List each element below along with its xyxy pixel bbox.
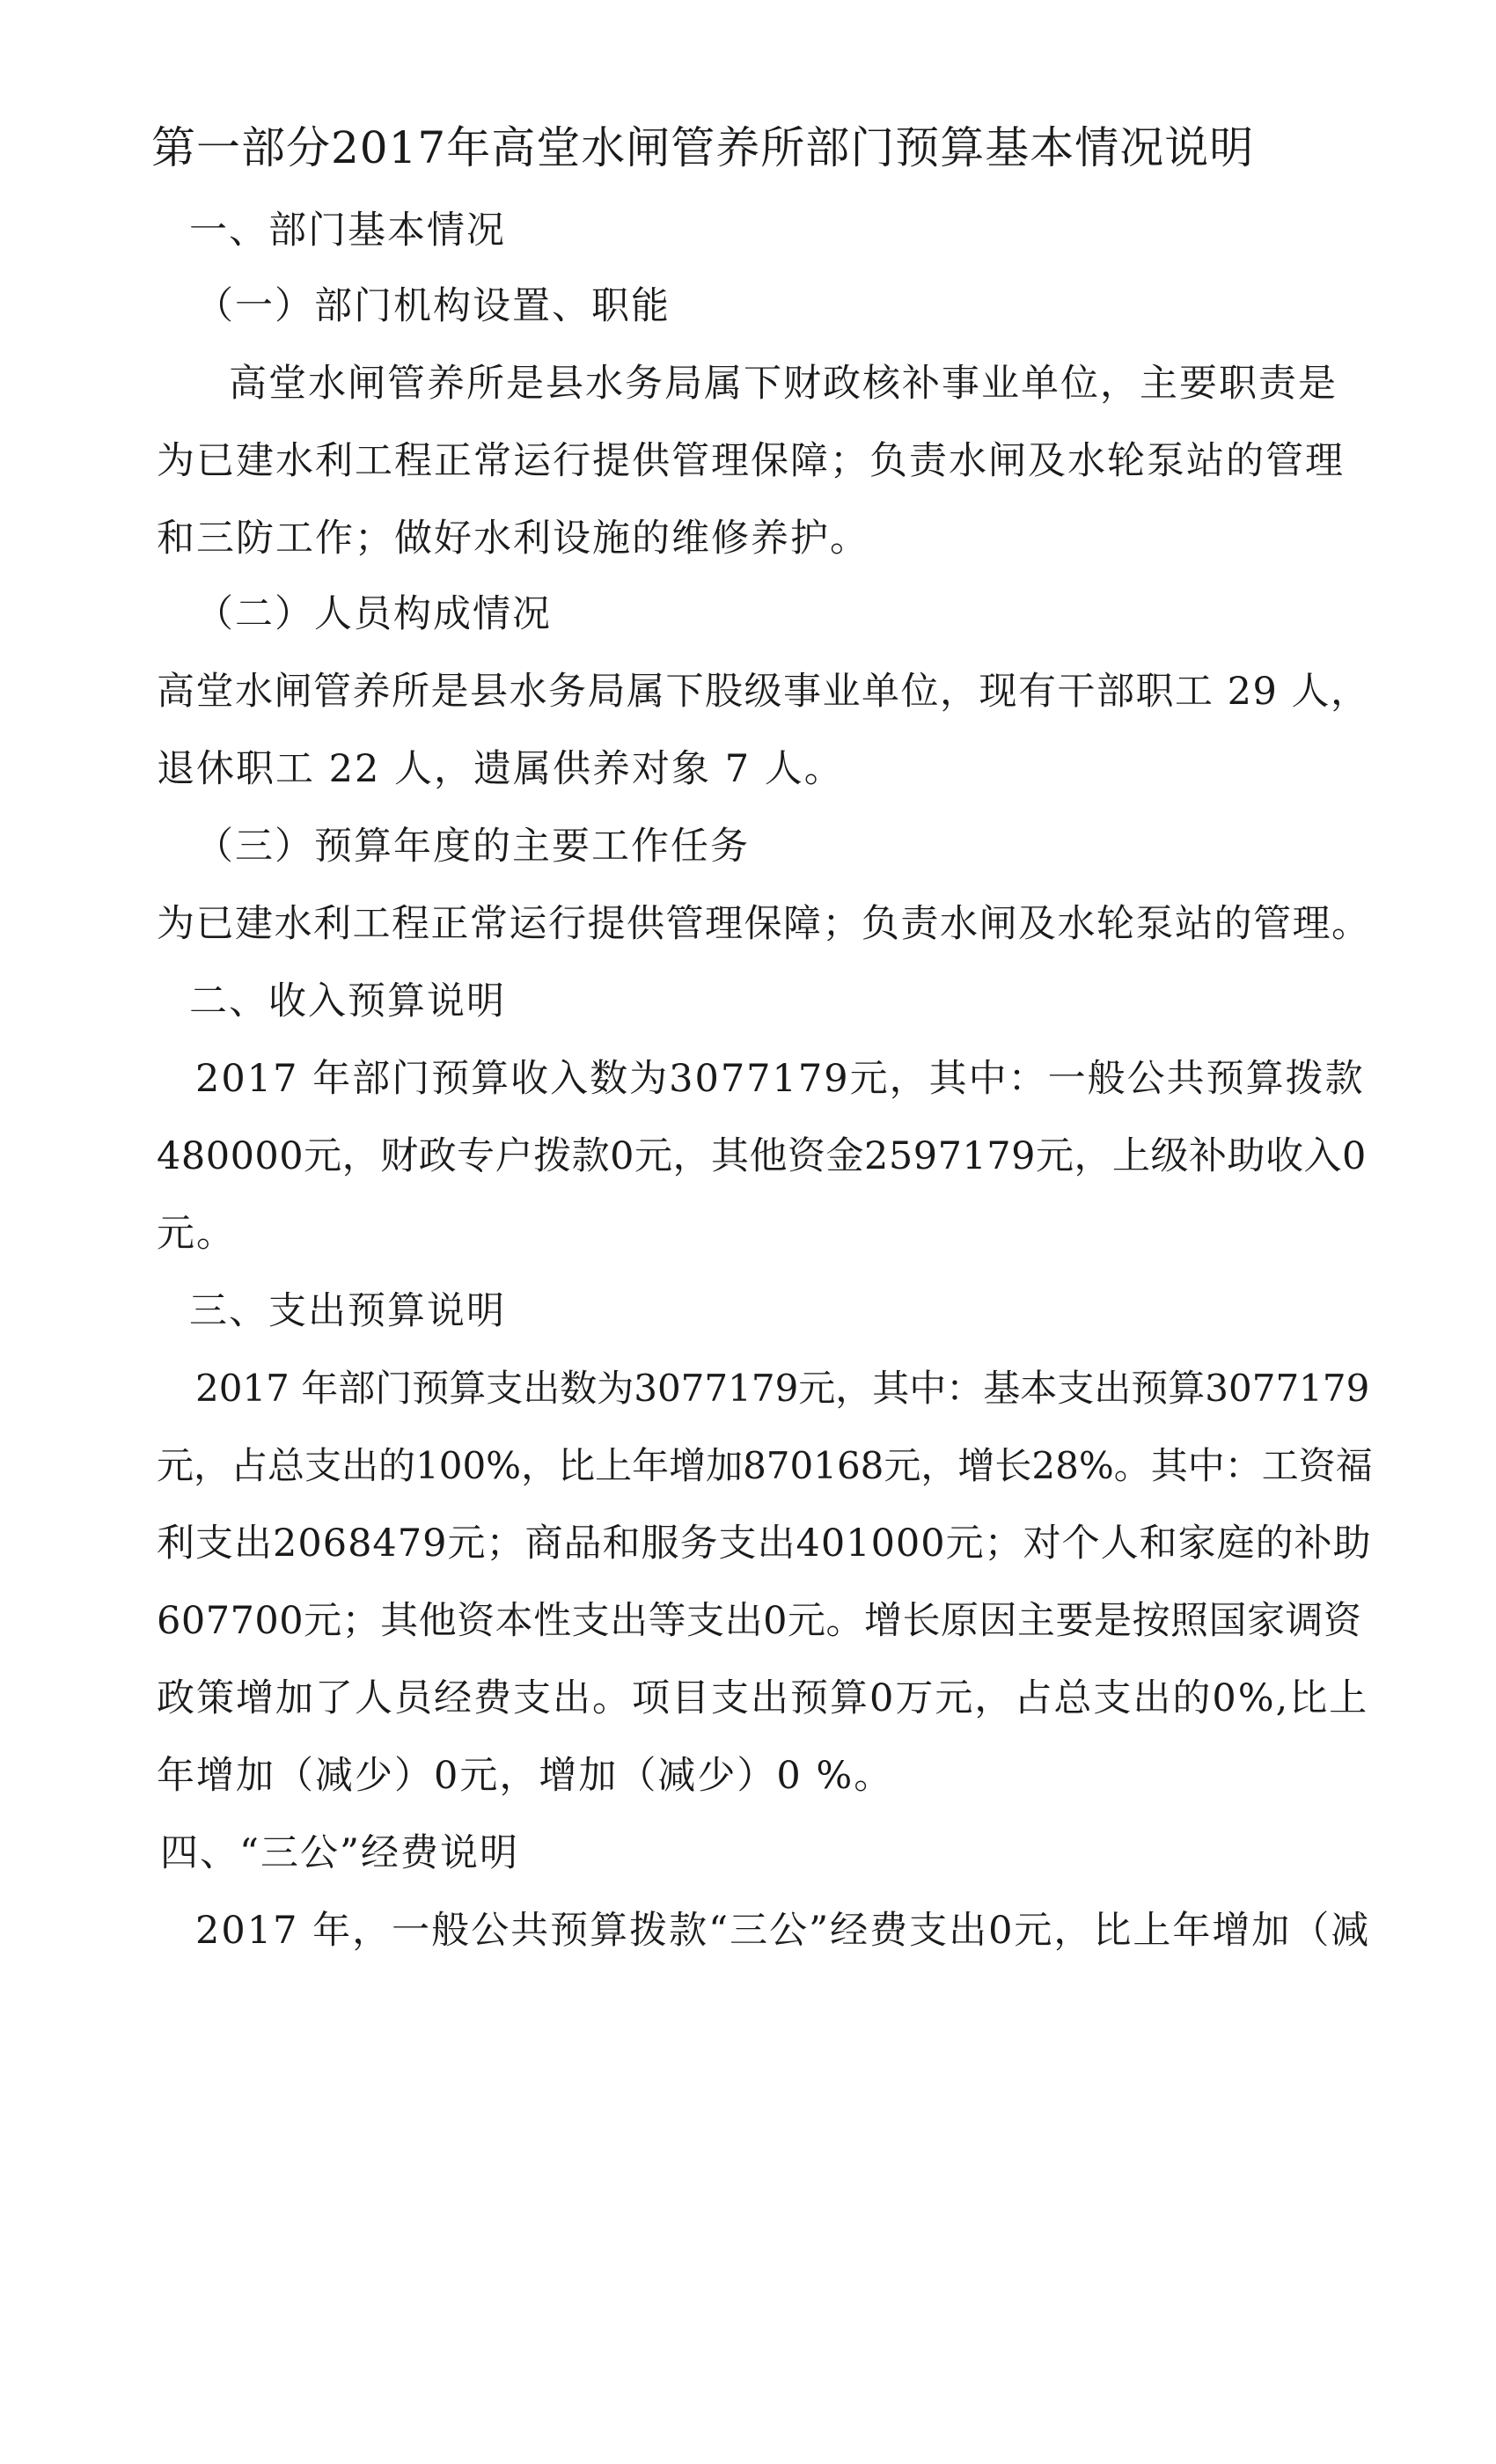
- paragraph-line: 退休职工 22 人，遗属供养对象 7 人。: [157, 747, 844, 791]
- paragraph-line: 高堂水闸管养所是县水务局属下股级事业单位，现有干部职工 29 人，: [157, 670, 1370, 714]
- paragraph-line: 2017 年部门预算支出数为3077179元，其中：基本支出预算3077179: [195, 1367, 1370, 1410]
- paragraph-line: 元。: [157, 1212, 236, 1256]
- paragraph-line: 高堂水闸管养所是县水务局属下财政核补事业单位，主要职责是: [229, 362, 1338, 406]
- paragraph-line: 为已建水利工程正常运行提供管理保障；负责水闸及水轮泵站的管理。: [157, 902, 1371, 946]
- paragraph-line: 为已建水利工程正常运行提供管理保障；负责水闸及水轮泵站的管理: [157, 439, 1345, 483]
- subsection-1-1-heading: （一）部门机构设置、职能: [195, 284, 671, 328]
- document-title: 第一部分2017年高堂水闸管养所部门预算基本情况说明: [151, 122, 1255, 173]
- section-1-heading: 一、部门基本情况: [189, 209, 506, 253]
- paragraph-line: 政策增加了人员经费支出。项目支出预算0万元，占总支出的0%,比上: [157, 1676, 1369, 1720]
- paragraph-line: 2017 年，一般公共预算拨款“三公”经费支出0元，比上年增加（减: [195, 1909, 1371, 1953]
- paragraph-line: 607700元；其他资本性支出等支出0元。增长原因主要是按照国家调资: [157, 1599, 1362, 1643]
- subsection-1-2-heading: （二）人员构成情况: [195, 592, 552, 636]
- paragraph-line: 和三防工作；做好水利设施的维修养护。: [157, 517, 869, 561]
- paragraph-line: 年增加（减少）0元，增加（减少）0 %。: [157, 1754, 894, 1798]
- paragraph-line: 元，占总支出的100%，比上年增加870168元，增长28%。其中：工资福: [157, 1444, 1373, 1487]
- section-2-heading: 二、收入预算说明: [189, 979, 506, 1023]
- subsection-1-3-heading: （三）预算年度的主要工作任务: [195, 825, 750, 869]
- paragraph-line: 480000元，财政专户拨款0元，其他资金2597179元，上级补助收入0: [157, 1134, 1367, 1178]
- paragraph-line: 利支出2068479元；商品和服务支出401000元；对个人和家庭的补助: [157, 1522, 1372, 1566]
- paragraph-line: 2017 年部门预算收入数为3077179元，其中：一般公共预算拨款: [195, 1057, 1365, 1101]
- section-4-heading: 四、“三公”经费说明: [160, 1831, 519, 1875]
- section-3-heading: 三、支出预算说明: [189, 1289, 506, 1333]
